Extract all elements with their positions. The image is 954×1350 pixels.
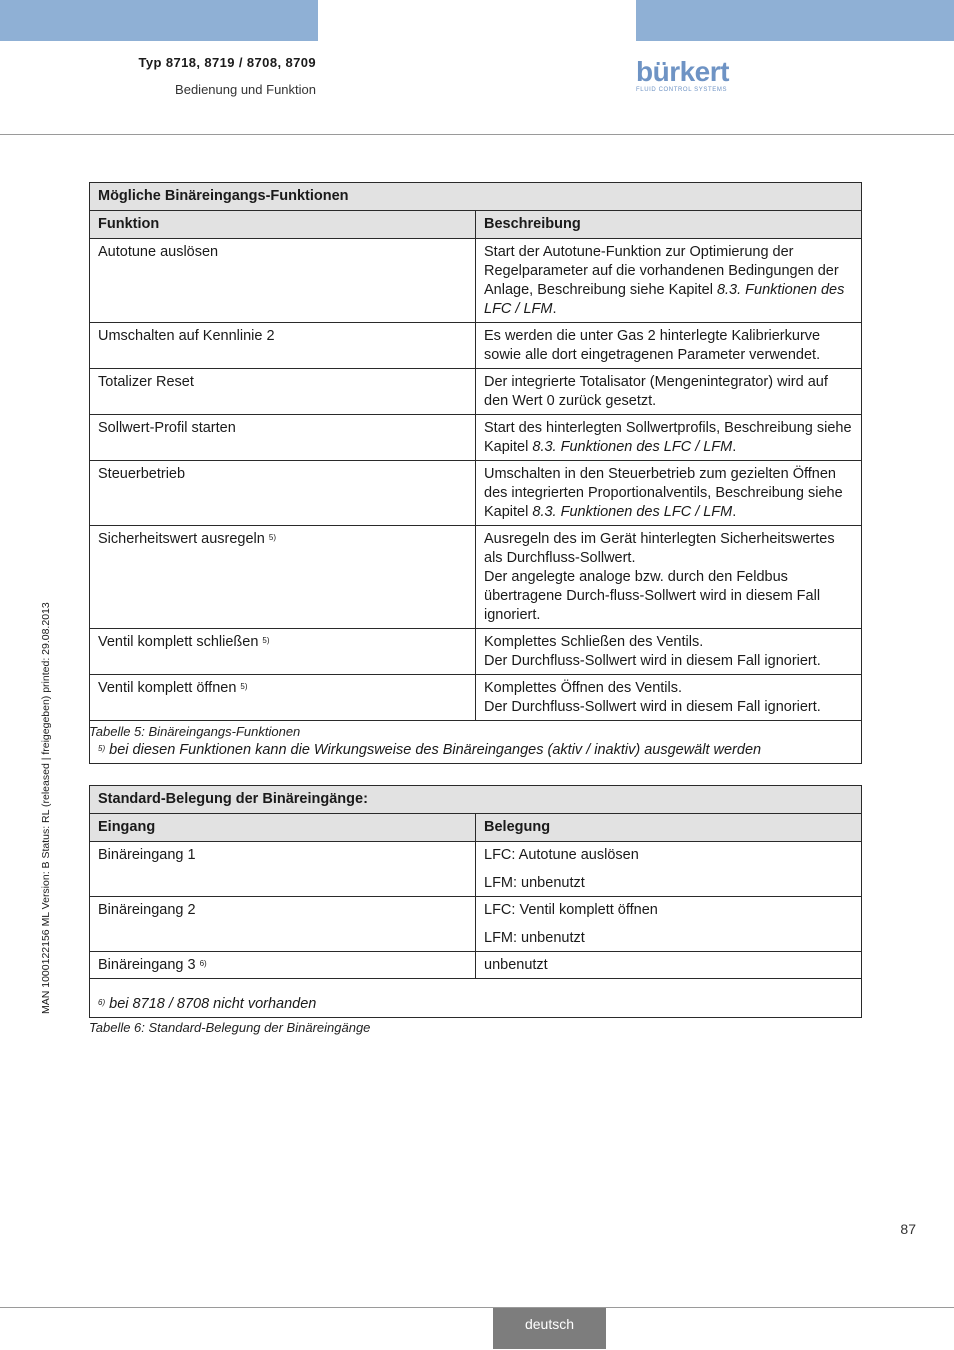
table-row xyxy=(90,369,862,415)
footnote-marker: 5) xyxy=(268,533,276,542)
description-cell xyxy=(476,415,862,461)
document-title: Typ 8718, 8719 / 8708, 8709 xyxy=(138,55,316,70)
assignment-lfc: LFC: Ventil komplett öffnen xyxy=(484,902,658,918)
binary-input-functions-table xyxy=(89,182,862,764)
description-cell: Es werden die unter Gas 2 hinterlegte Kalibrierkurve sowie alle dort eingetragenen Parameter verwendet. xyxy=(476,323,862,369)
description-end: . xyxy=(732,504,737,520)
column-header-function: Funktion xyxy=(90,211,476,239)
chapter-reference: 8.3. Funktionen des LFC / LFM xyxy=(484,282,845,317)
document-status-note: MAN 1000122156 ML Version: B Status: RL (released | freigegeben) printed: 29.08.2013 xyxy=(40,602,52,1014)
table-caption: Tabelle 5: Binäreingangs-Funktionen xyxy=(89,724,301,739)
table-row xyxy=(90,239,862,323)
function-cell xyxy=(90,629,476,675)
table-row xyxy=(90,461,862,526)
description-cell xyxy=(476,675,862,721)
description-text-2: Der angelegte analoge bzw. durch den Feldbus übertragene Durch-fluss-Sollwert wird in diesem Fall ignoriert. xyxy=(484,569,821,623)
page-number: 87 xyxy=(900,1221,916,1237)
logo-tagline: FLUID CONTROL SYSTEMS xyxy=(636,87,728,93)
input-cell: Binäreingang 2 xyxy=(90,897,476,952)
language-tab: deutsch xyxy=(493,1308,606,1349)
footnote-text: bei 8718 / 8708 nicht vorhanden xyxy=(109,996,317,1012)
table-title-row xyxy=(90,786,862,814)
assignment-cell xyxy=(476,897,862,952)
function-cell: Totalizer Reset xyxy=(90,369,476,415)
table-footnote xyxy=(90,979,862,1018)
assignment-lfm: LFM: unbenutzt xyxy=(484,875,585,891)
description-end: . xyxy=(732,439,737,455)
table-row xyxy=(90,526,862,629)
input-cell xyxy=(90,952,476,979)
function-text: Sicherheitswert ausregeln xyxy=(98,531,265,547)
table-row xyxy=(90,323,862,369)
function-cell: Sollwert-Profil starten xyxy=(90,415,476,461)
table-row xyxy=(90,675,862,721)
description-text: Komplettes Schließen des Ventils. xyxy=(484,634,704,650)
description-text: Komplettes Öffnen des Ventils. xyxy=(484,680,683,696)
footnote-marker: 5) xyxy=(98,744,106,753)
description-cell xyxy=(476,629,862,675)
header-divider xyxy=(0,134,954,135)
chapter-reference: 8.3. Funktionen des LFC / LFM xyxy=(532,504,733,520)
description-text: Start des hinterlegten Sollwertprofils, Beschreibung siehe Kapitel xyxy=(484,420,852,455)
description-text-2: Der Durchfluss-Sollwert wird in diesem Fall ignoriert. xyxy=(484,699,821,715)
assignment-cell xyxy=(476,842,862,897)
table-title: Mögliche Binäreingangs-Funktionen xyxy=(90,183,862,211)
function-cell xyxy=(90,526,476,629)
table-row xyxy=(90,415,862,461)
table-title: Standard-Belegung der Binäreingänge: xyxy=(90,786,862,814)
binary-input-default-assignment-table xyxy=(89,785,862,1018)
assignment-lfc: LFC: Autotune auslösen xyxy=(484,847,639,863)
footnote-text: bei diesen Funktionen kann die Wirkungsweise des Binäreinganges (aktiv / inaktiv) ausgewält werden xyxy=(109,742,762,758)
footnote-marker: 5) xyxy=(240,682,248,691)
footnote-marker: 6) xyxy=(98,998,106,1007)
footnote-marker: 6) xyxy=(199,959,207,968)
footnote-marker: 5) xyxy=(262,636,270,645)
footer-divider xyxy=(0,1307,954,1308)
description-text: Umschalten in den Steuerbetrieb zum gezielten Öffnen des integrierten Proportionalventils, Beschreibung siehe Kapitel xyxy=(484,466,843,520)
description-text-2: Der Durchfluss-Sollwert wird in diesem Fall ignoriert. xyxy=(484,653,821,669)
function-cell: Steuerbetrieb xyxy=(90,461,476,526)
description-text: Ausregeln des im Gerät hinterlegten Sicherheitswertes als Durchfluss-Sollwert. xyxy=(484,531,835,566)
table-title-row xyxy=(90,183,862,211)
column-header-assignment: Belegung xyxy=(476,814,862,842)
input-cell: Binäreingang 1 xyxy=(90,842,476,897)
description-cell xyxy=(476,239,862,323)
table-header-row xyxy=(90,211,862,239)
function-text: Ventil komplett schließen xyxy=(98,634,259,650)
input-text: Binäreingang 3 xyxy=(98,957,196,973)
table-row xyxy=(90,842,862,897)
description-cell xyxy=(476,461,862,526)
description-text: Start der Autotune-Funktion zur Optimierung der Regelparameter auf die vorhandenen Bedingungen der Anlage, Beschreibung siehe Kapitel xyxy=(484,244,839,298)
table-row xyxy=(90,629,862,675)
table-caption: Tabelle 6: Standard-Belegung der Binäreingänge xyxy=(89,1020,371,1035)
function-cell xyxy=(90,675,476,721)
assignment-lfm: LFM: unbenutzt xyxy=(484,930,585,946)
description-cell: Der integrierte Totalisator (Mengenintegrator) wird auf den Wert 0 zurück gesetzt. xyxy=(476,369,862,415)
description-end: . xyxy=(552,301,557,317)
description-cell xyxy=(476,526,862,629)
burkert-logo xyxy=(636,58,736,93)
header-accent-bar-right xyxy=(636,0,954,41)
table-row xyxy=(90,897,862,952)
assignment-cell: unbenutzt xyxy=(476,952,862,979)
column-header-description: Beschreibung xyxy=(476,211,862,239)
logo-wordmark: bürkert xyxy=(636,56,729,87)
chapter-reference: 8.3. Funktionen des LFC / LFM xyxy=(532,439,733,455)
function-text: Ventil komplett öffnen xyxy=(98,680,237,696)
column-header-input: Eingang xyxy=(90,814,476,842)
document-subtitle: Bedienung und Funktion xyxy=(175,82,316,97)
table-row xyxy=(90,952,862,979)
table-header-row xyxy=(90,814,862,842)
function-cell: Umschalten auf Kennlinie 2 xyxy=(90,323,476,369)
function-cell: Autotune auslösen xyxy=(90,239,476,323)
footnote-row xyxy=(90,979,862,1018)
header-accent-bar-left xyxy=(0,0,318,41)
